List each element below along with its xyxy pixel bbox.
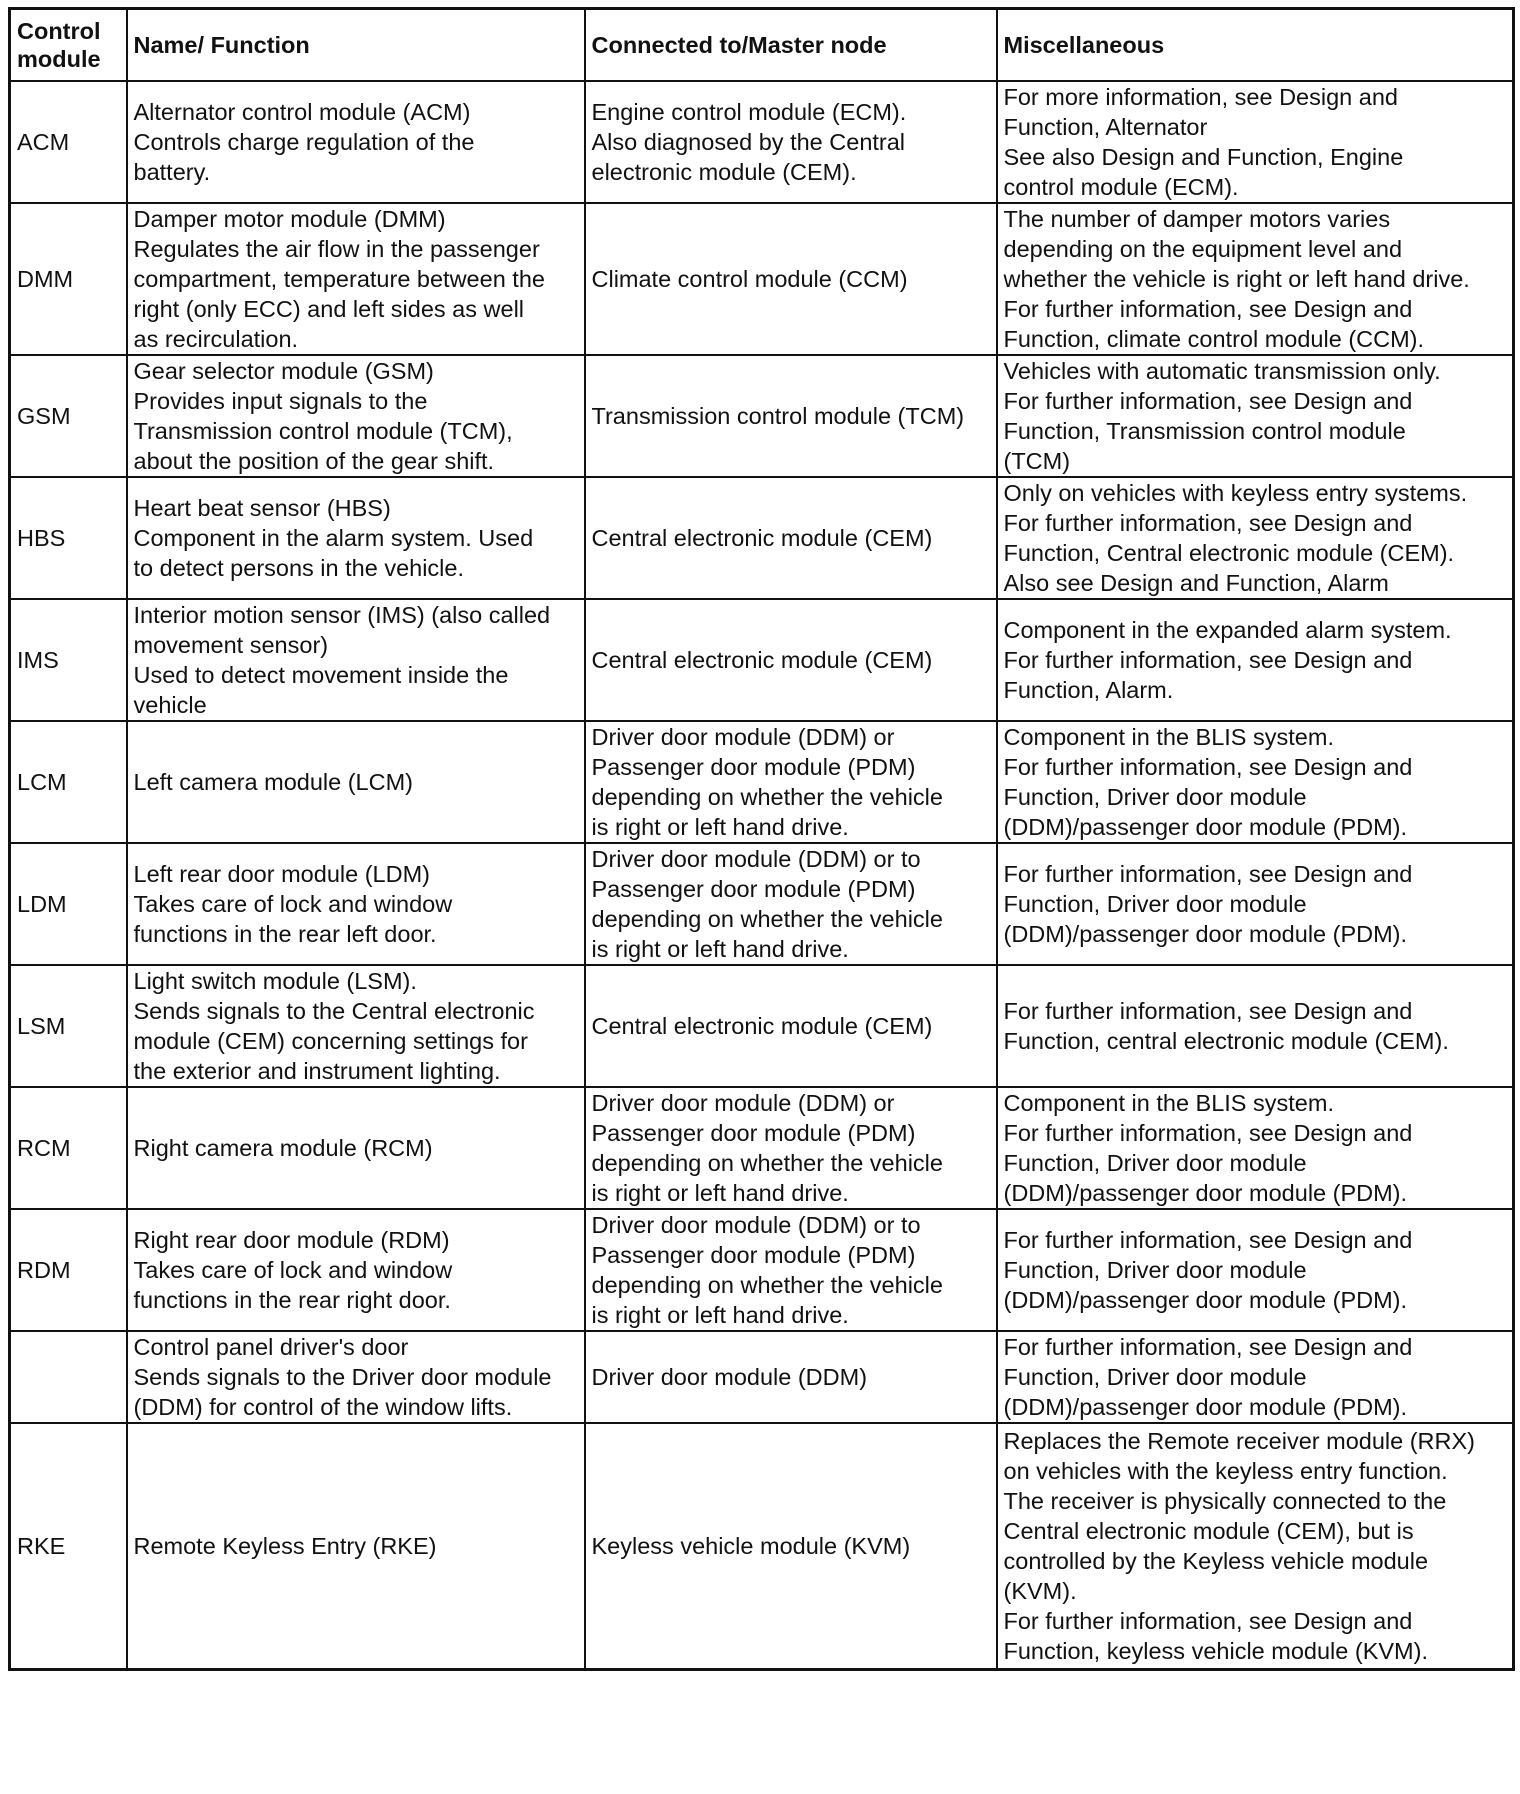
cell-control-module: LSM [10, 965, 127, 1087]
cell-control-module: LDM [10, 843, 127, 965]
cell-name-function: Remote Keyless Entry (RKE) [127, 1423, 585, 1669]
table-body [10, 81, 1514, 1669]
cell-name-function: Heart beat sensor (HBS) Component in the alarm system. Used to detect persons in the vehicle. [127, 477, 585, 599]
cell-connected-to: Central electronic module (CEM) [585, 477, 997, 599]
header-row [10, 9, 1514, 82]
cell-control-module: LCM [10, 721, 127, 843]
cell-miscellaneous: For further information, see Design and Function, Driver door module (DDM)/passenger door module (PDM). [997, 843, 1514, 965]
cell-control-module: RKE [10, 1423, 127, 1669]
cell-miscellaneous: Component in the expanded alarm system. For further information, see Design and Function, Alarm. [997, 599, 1514, 721]
cell-connected-to: Engine control module (ECM). Also diagnosed by the Central electronic module (CEM). [585, 81, 997, 203]
cell-control-module: HBS [10, 477, 127, 599]
control-module-table [8, 7, 1515, 1671]
cell-connected-to: Driver door module (DDM) or to Passenger door module (PDM) depending on whether the vehicle is right or left hand drive. [585, 1209, 997, 1331]
cell-connected-to: Climate control module (CCM) [585, 203, 997, 355]
cell-name-function: Alternator control module (ACM) Controls charge regulation of the battery. [127, 81, 585, 203]
cell-control-module: DMM [10, 203, 127, 355]
cell-miscellaneous: For more information, see Design and Function, Alternator See also Design and Function, Engine control module (ECM). [997, 81, 1514, 203]
cell-connected-to: Central electronic module (CEM) [585, 965, 997, 1087]
header-control-module: Control module [10, 9, 127, 82]
table-row [10, 1087, 1514, 1209]
header-connected-to: Connected to/Master node [585, 9, 997, 82]
table-row [10, 1331, 1514, 1423]
cell-miscellaneous: For further information, see Design and Function, Driver door module (DDM)/passenger door module (PDM). [997, 1331, 1514, 1423]
cell-miscellaneous: Replaces the Remote receiver module (RRX) on vehicles with the keyless entry function. The receiver is physically connected to the Central electronic module (CEM), but is controlled by the Keyless vehicle module (KVM). For further information, see Design and Function, keyless vehicle module (KVM). [997, 1423, 1514, 1669]
cell-connected-to: Keyless vehicle module (KVM) [585, 1423, 997, 1669]
cell-name-function: Right camera module (RCM) [127, 1087, 585, 1209]
cell-connected-to: Driver door module (DDM) or Passenger door module (PDM) depending on whether the vehicle is right or left hand drive. [585, 1087, 997, 1209]
cell-name-function: Gear selector module (GSM) Provides input signals to the Transmission control module (TCM), about the position of the gear shift. [127, 355, 585, 477]
cell-control-module: GSM [10, 355, 127, 477]
table-row [10, 203, 1514, 355]
cell-miscellaneous: For further information, see Design and Function, central electronic module (CEM). [997, 965, 1514, 1087]
table-row [10, 1209, 1514, 1331]
cell-name-function: Left camera module (LCM) [127, 721, 585, 843]
cell-connected-to: Driver door module (DDM) [585, 1331, 997, 1423]
table-header [10, 9, 1514, 82]
table-row [10, 355, 1514, 477]
table-row [10, 843, 1514, 965]
cell-miscellaneous: Component in the BLIS system. For further information, see Design and Function, Driver door module (DDM)/passenger door module (PDM). [997, 1087, 1514, 1209]
cell-name-function: Left rear door module (LDM) Takes care of lock and window functions in the rear left door. [127, 843, 585, 965]
cell-miscellaneous: Only on vehicles with keyless entry systems. For further information, see Design and Function, Central electronic module (CEM). Also see Design and Function, Alarm [997, 477, 1514, 599]
cell-connected-to: Transmission control module (TCM) [585, 355, 997, 477]
cell-name-function: Light switch module (LSM). Sends signals to the Central electronic module (CEM) concerning settings for the exterior and instrument lighting. [127, 965, 585, 1087]
header-miscellaneous: Miscellaneous [997, 9, 1514, 82]
cell-miscellaneous: Component in the BLIS system. For further information, see Design and Function, Driver door module (DDM)/passenger door module (PDM). [997, 721, 1514, 843]
cell-name-function: Control panel driver's door Sends signals to the Driver door module (DDM) for control of the window lifts. [127, 1331, 585, 1423]
cell-name-function: Right rear door module (RDM) Takes care of lock and window functions in the rear right door. [127, 1209, 585, 1331]
cell-connected-to: Driver door module (DDM) or Passenger door module (PDM) depending on whether the vehicle is right or left hand drive. [585, 721, 997, 843]
cell-control-module: RCM [10, 1087, 127, 1209]
cell-control-module [10, 1331, 127, 1423]
cell-name-function: Damper motor module (DMM) Regulates the air flow in the passenger compartment, temperature between the right (only ECC) and left sides as well as recirculation. [127, 203, 585, 355]
table-row [10, 721, 1514, 843]
header-name-function: Name/ Function [127, 9, 585, 82]
cell-control-module: RDM [10, 1209, 127, 1331]
cell-connected-to: Central electronic module (CEM) [585, 599, 997, 721]
cell-control-module: IMS [10, 599, 127, 721]
table-row [10, 599, 1514, 721]
table-row [10, 81, 1514, 203]
table-row [10, 1423, 1514, 1669]
cell-miscellaneous: For further information, see Design and Function, Driver door module (DDM)/passenger door module (PDM). [997, 1209, 1514, 1331]
table-row [10, 477, 1514, 599]
cell-connected-to: Driver door module (DDM) or to Passenger door module (PDM) depending on whether the vehicle is right or left hand drive. [585, 843, 997, 965]
cell-miscellaneous: The number of damper motors varies depending on the equipment level and whether the vehicle is right or left hand drive. For further information, see Design and Function, climate control module (CCM). [997, 203, 1514, 355]
cell-name-function: Interior motion sensor (IMS) (also called movement sensor) Used to detect movement inside the vehicle [127, 599, 585, 721]
table-row [10, 965, 1514, 1087]
cell-miscellaneous: Vehicles with automatic transmission only. For further information, see Design and Function, Transmission control module (TCM) [997, 355, 1514, 477]
cell-control-module: ACM [10, 81, 127, 203]
